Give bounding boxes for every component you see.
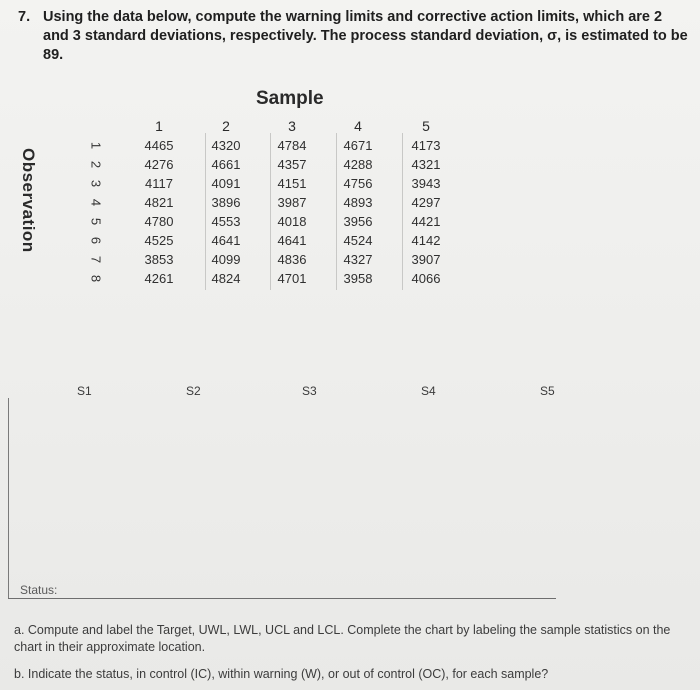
table-cell: 3907 [411, 252, 441, 267]
table-cell: 4099 [211, 252, 241, 267]
table-cell: 4327 [343, 252, 373, 267]
row-label: 4 [88, 198, 104, 207]
row-label: 7 [88, 255, 104, 264]
sample-header: Sample [256, 88, 324, 109]
table-cell: 4421 [411, 214, 441, 229]
chart-y-axis-line [8, 398, 9, 598]
table-cell: 4173 [411, 138, 441, 153]
table-cell: 4066 [411, 271, 441, 286]
table-cell: 4288 [343, 157, 373, 172]
table-cell: 4321 [411, 157, 441, 172]
question-text: Using the data below, compute the warning limits and corrective action limits, which are 2 and 3 standard deviations, respectively. The process standard deviation, σ, is estimated to be 89. [43, 9, 688, 63]
chart-sample-label-s5: S5 [540, 384, 555, 398]
table-cell: 3853 [144, 252, 174, 267]
table-cell: 4465 [144, 138, 174, 153]
row-label: 6 [88, 236, 104, 245]
sample-column-5 [404, 116, 448, 288]
chart-sample-label-s4: S4 [421, 384, 436, 398]
table-cell: 4756 [343, 176, 373, 191]
question-number: 7. [18, 9, 31, 25]
table-cell: 4701 [277, 271, 307, 286]
row-label: 8 [88, 274, 104, 283]
table-cell: 3896 [211, 195, 241, 210]
table-cell: 4276 [144, 157, 174, 172]
table-cell: 3987 [277, 195, 307, 210]
control-chart-area[interactable] [8, 375, 690, 605]
observation-label: Observation [19, 148, 38, 253]
table-cell: 4780 [144, 214, 174, 229]
chart-sample-label-s3: S3 [302, 384, 317, 398]
part-b-instruction: b. Indicate the status, in control (IC), within warning (W), or out of control (OC), for each sample? [14, 667, 549, 681]
row-label: 1 [88, 141, 104, 150]
row-label: 2 [88, 160, 104, 169]
table-cell: 4641 [277, 233, 307, 248]
column-divider [402, 133, 403, 290]
table-cell: 4784 [277, 138, 307, 153]
chart-sample-label-s1: S1 [77, 384, 92, 398]
sample-column-header: 5 [422, 118, 430, 134]
table-cell: 4524 [343, 233, 373, 248]
sample-column-4 [336, 116, 380, 288]
part-a-instruction: a. Compute and label the Target, UWL, LWL, UCL and LCL. Complete the chart by labeling the sample statistics on the chart in their approximate location. [14, 623, 671, 654]
table-cell: 4553 [211, 214, 241, 229]
sample-column-2 [204, 116, 248, 288]
table-cell: 4671 [343, 138, 373, 153]
table-cell: 3956 [343, 214, 373, 229]
observation-row-labels [86, 136, 106, 288]
table-cell: 4091 [211, 176, 241, 191]
table-cell: 4836 [277, 252, 307, 267]
table-cell: 4824 [211, 271, 241, 286]
chart-x-axis-line [8, 598, 556, 599]
sample-column-3 [270, 116, 314, 288]
chart-sample-label-s2: S2 [186, 384, 201, 398]
table-cell: 4525 [144, 233, 174, 248]
sample-column-1 [137, 116, 181, 288]
table-cell: 4821 [144, 195, 174, 210]
sample-column-header: 2 [222, 118, 230, 134]
table-cell: 4320 [211, 138, 241, 153]
table-cell: 4661 [211, 157, 241, 172]
sample-column-header: 4 [354, 118, 362, 134]
table-cell: 4018 [277, 214, 307, 229]
table-cell: 4893 [343, 195, 373, 210]
table-cell: 4641 [211, 233, 241, 248]
row-label: 5 [88, 217, 104, 226]
table-cell: 3943 [411, 176, 441, 191]
table-cell: 4261 [144, 271, 174, 286]
status-label: Status: [20, 583, 58, 597]
sample-column-header: 3 [288, 118, 296, 134]
sample-column-header: 1 [155, 118, 163, 134]
row-label: 3 [88, 179, 104, 188]
table-cell: 4297 [411, 195, 441, 210]
table-cell: 4357 [277, 157, 307, 172]
table-cell: 4151 [277, 176, 307, 191]
table-cell: 4117 [145, 176, 173, 191]
table-cell: 4142 [411, 233, 441, 248]
table-cell: 3958 [343, 271, 373, 286]
